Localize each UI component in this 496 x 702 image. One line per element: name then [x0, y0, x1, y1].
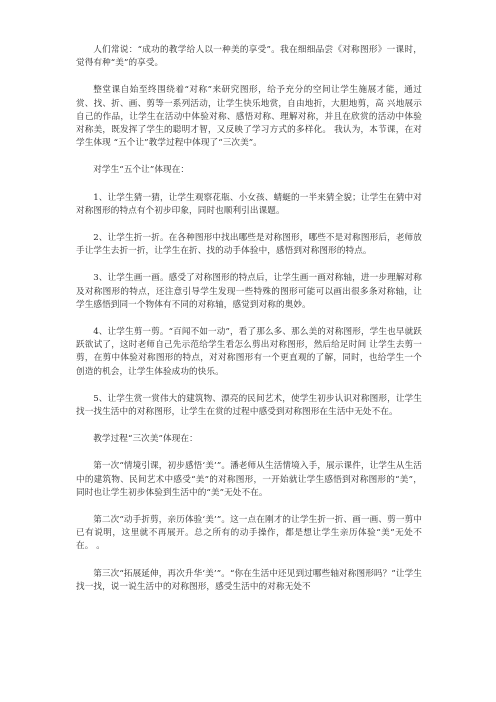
paragraph-beauty-third: 第三次“拓展延伸，再次升华‘美’”。“你在生活中还见到过哪些轴对称图形吗？”让学生找一找，说一说生活中的对称图形，感受生活中的对称无处不 [76, 568, 422, 592]
document-body [76, 44, 422, 608]
paragraph-beauty-second: 第二次“动手折剪，亲历体验‘美’”。这一点在刚才的让学生折一折、画一画、剪一剪中已有说明，这里就不再展开。总之所有的动手操作，都是想让学生亲历体验“美”无处不在。 。 [76, 515, 422, 552]
paragraph-beauty-first: 第一次“情境引课，初步感悟‘美’”。潘老师从生活情境入手，展示课件，让学生从生活中的建筑物、民间艺术中感受“美”的对称图形，一开始就让学生感悟到对称图形的“美”，同时也让学生初步体验到生活中的“美”无处不在。 [76, 461, 422, 498]
paragraph-let-guess: 1、让学生猜一猜，让学生观察花瓶、小女孩、蜻蜓的一半来猜全貌；让学生在猜中对对称图形的特点有个初步印象，同时也顺利引出课题。 [76, 192, 422, 216]
paragraph-five-lets-heading: 对学生“五个让”体现在： [93, 165, 190, 176]
paragraph-overview: 整堂课自始至终围绕着“对称”来研究图形，给予充分的空间让学生施展才能，通过赏、找、折、画、剪等一系列活动，让学生快乐地赏，自由地折，大胆地剪，高 兴地展示自己的作品，让学生在活动中体验对称、感悟对称、理解对称，并且在欣赏的活动中体验对称美，既发挥了学生的聪明才智，又反映了学习方式的多样化。 我认为，本节课，在对学生体现 “五个让”教学过程中体现了“三次美”。 [76, 85, 422, 149]
paragraph-three-beauties-heading: 教学过程“三次美”体现在： [93, 434, 198, 445]
paragraph-let-fold: 2、让学生折一折。在各种图形中找出哪些是对称图形，哪些不是对称图形后，老师放手让学生去折一折，让学生在折、找的动手体验中，感悟到对称图形的特点。 [76, 233, 422, 257]
paragraph-let-appreciate: 5、让学生赏一赏伟大的建筑物、漂亮的民间艺术，使学生初步认识对称图形，让学生找一找生活中的对称图形，让学生在赏的过程中感受到对称图形在生活中无处不在。 [76, 393, 422, 418]
paragraph-let-draw: 3、让学生画一画。感受了对称图形的特点后，让学生画一画对称轴，进一步理解对称及对称图形的特点，还注意引导学生发现一些特殊的图形可能可以画出很多条对称轴，让学生感悟到同一个物体有不同的对称轴，感觉到对称的奥妙。 [76, 273, 422, 310]
paragraph-let-cut: 4、让学生剪一剪。“百闻不如一动”，看了那么多、那么美的对称图形，学生也早就跃跃欲试了，这时老师自己先示范给学生看怎么剪出对称图形，然后给足时间 让学生去剪一剪，在剪中体验对称图形的特点，对对称图形有一个更直观的了解，同时，也给学生一个创造的机会，让学生体验成功的快乐。 [76, 327, 422, 377]
paragraph-intro: 人们常说：“成功的教学给人以一种美的享受”。我在细细品尝《对称图形》一课时，觉得有种“美”的享受。 [76, 45, 422, 69]
